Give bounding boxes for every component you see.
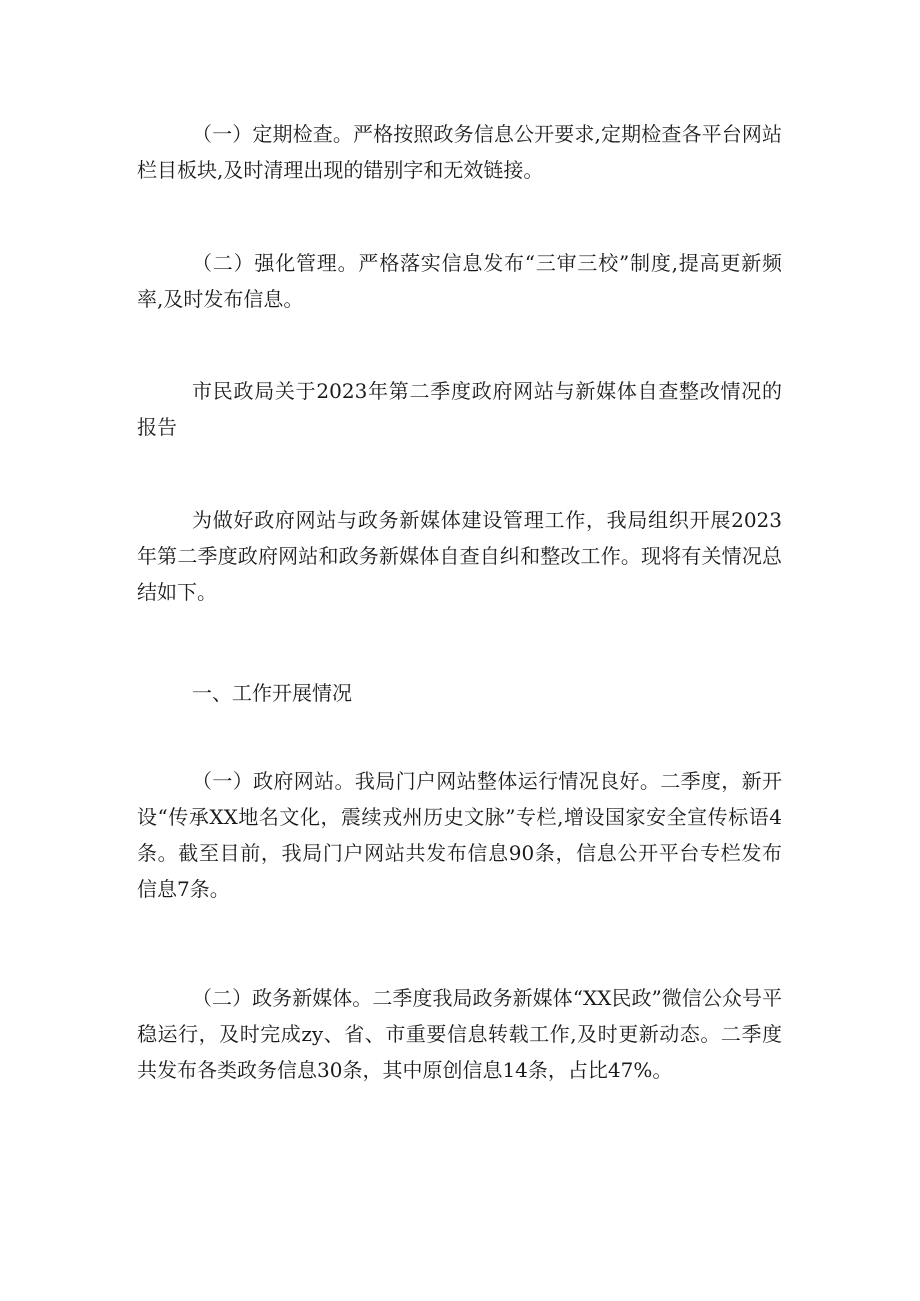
section-heading-work-progress: 一、工作开展情况 [192,681,352,705]
paragraph-strengthen-management: （二）强化管理。严格落实信息发布“三审三校”制度,提高更新频率,及时发布信息。 [137,251,782,311]
report-title: 市民政局关于2023年第二季度政府网站与新媒体自查整改情况的报告 [137,379,782,439]
paragraph-government-website: （一）政府网站。我局门户网站整体运行情况良好。二季度，新开设“传承XX地名文化，震续戎州历史文脉”专栏,增设国家安全宣传标语4条。截至目前，我局门户网站共发布信息90条，信息公开平台专栏发布信息7条。 [137,769,782,901]
paragraph-new-media: （二）政务新媒体。二季度我局政务新媒体“XX民政”微信公众号平稳运行，及时完成zy、省、市重要信息转载工作,及时更新动态。二季度共发布各类政务信息30条，其中原创信息14条，占比47%。 [137,986,782,1082]
paragraph-regular-inspection: （一）定期检查。严格按照政务信息公开要求,定期检查各平台网站栏目板块,及时清理出现的错别字和无效链接。 [137,122,782,182]
paragraph-introduction: 为做好政府网站与政务新媒体建设管理工作，我局组织开展2023年第二季度政府网站和政务新媒体自查自纠和整改工作。现将有关情况总结如下。 [137,508,782,604]
